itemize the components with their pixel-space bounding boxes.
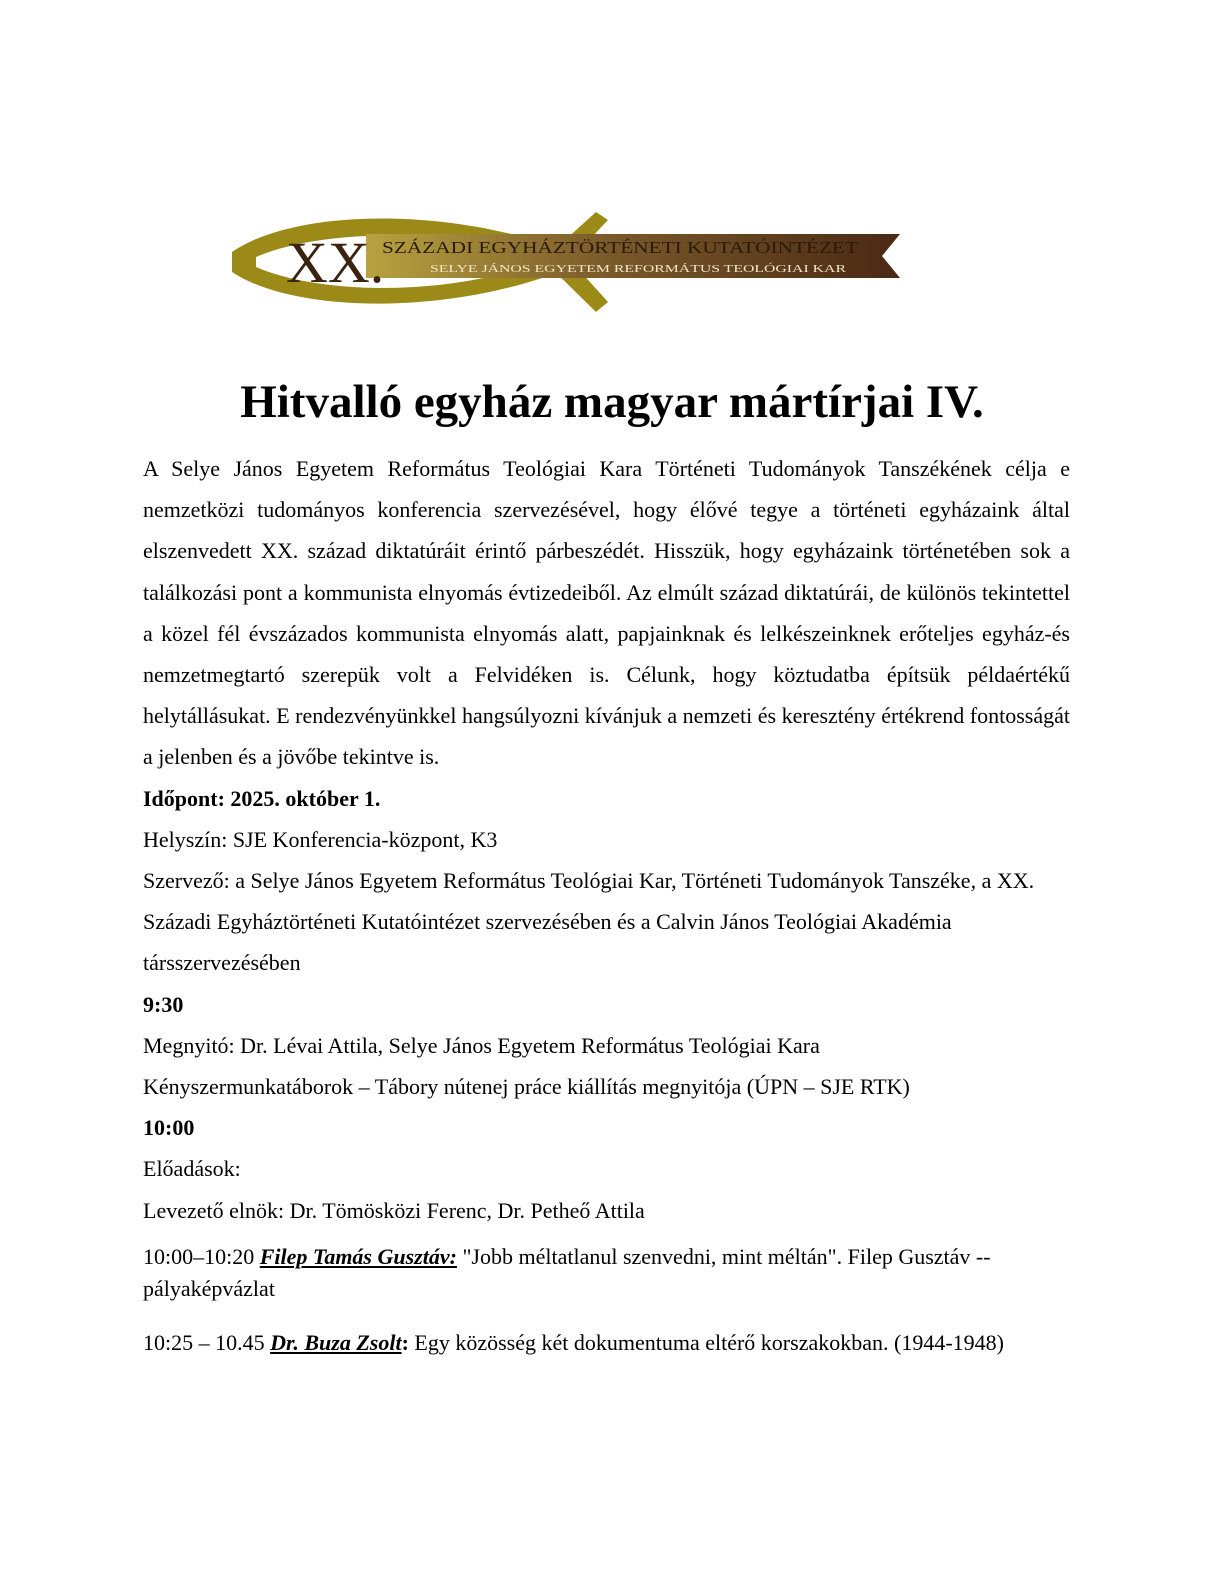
page-title: Hitvalló egyház magyar mártírjai IV. [240,376,984,428]
talk-speaker-colon: : [401,1329,409,1355]
intro-paragraph: A Selye János Egyetem Református Teológiai Kara Történeti Tudományok Tanszékének célja e nemzetközi tudományos konferencia szervezésével, hogy élővé tegye a történeti egyházaink által elszenvedett XX. század diktatúráit érintő párbeszédét. Hisszük, hogy egyházaink történetében sok a találkozási pont a kommunista elnyomás évtizedeiből. Az elmúlt század diktatúrái, de különös tekintettel a közel fél évszázados kommunista elnyomás alatt, papjainknak és lelkészeinknek erőteljes egyház-és nemzetmegtartó szerepük volt a Felvidéken is. Célunk, hogy köztudatba építsük példaértékű helytállásukat. E rendezvényünkkel hangsúlyozni kívánjuk a nemzeti és keresztény értékrend fontosságát a jelenben és a jövőbe tekintve is. [143,456,1070,770]
talk-speaker: Filep Tamás Gusztáv: [259,1243,457,1269]
event-venue: Helyszín: SJE Konferencia-központ, K3 [143,826,498,852]
session-chairs: Levezető elnök: Dr. Tömösközi Ferenc, Dr. Petheő Attila [143,1197,645,1223]
event-date: Időpont: 2025. október 1. [143,785,381,811]
lectures-label: Előadások: [143,1156,241,1182]
logo-line1: SZÁZADI EGYHÁZTÖRTÉNETI KUTATÓINTÉZET [382,238,859,257]
talk-title: "Jobb méltatlanul szenvedni, mint méltán". Filep Gusztáv -- pályaképvázlat [143,1243,991,1301]
schedule-time-930: 9:30 [143,991,184,1017]
document-body [143,448,1070,1363]
talk-title: Egy közösség két dokumentuma eltérő korszakokban. (1944-1948) [408,1329,1004,1355]
talk-speaker: Dr. Buza Zsolt [270,1329,402,1355]
schedule-time-1000: 10:00 [143,1115,195,1141]
exhibition-line: Kényszermunkatáborok – Tábory nútenej práce kiállítás megnyitója (ÚPN – SJE RTK) [143,1074,910,1100]
talk-item [143,1322,1070,1363]
talk-time: 10:00–10:20 [143,1243,260,1269]
talk-time: 10:25 – 10.45 [143,1329,271,1355]
opening-line: Megnyitó: Dr. Lévai Attila, Selye János Egyetem Református Teológiai Kara [143,1032,820,1058]
talk-item [143,1241,1070,1305]
event-organizer: Szervező: a Selye János Egyetem Református Teológiai Kar, Történeti Tudományok Tanszéke, a XX. Századi Egyháztörténeti Kutatóintézet szervezésében és a Calvin János Teológiai Akadémia társszervezésében [143,868,1035,976]
institute-logo [228,212,902,314]
logo-line2: SELYE JÁNOS EGYETEM REFORMÁTUS TEOLÓGIAI KAR [430,264,694,275]
logo-big-label: XX. [286,230,385,295]
